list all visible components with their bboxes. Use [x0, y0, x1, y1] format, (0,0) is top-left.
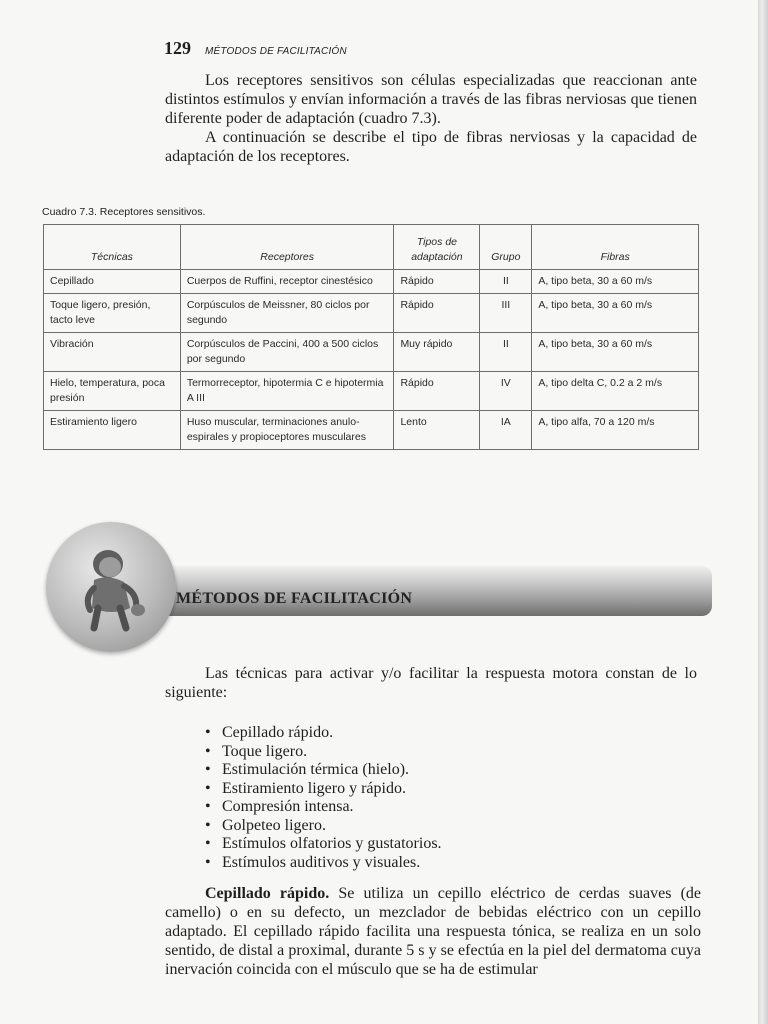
section-title: MÉTODOS DE FACILITACIÓN: [176, 590, 413, 607]
cell-tecnica: Estiramiento ligero: [44, 411, 181, 450]
cell-receptor: Termorreceptor, hipotermia C e hipotermia A III: [180, 372, 394, 411]
page-header: [164, 38, 347, 59]
list-item: • Golpeteo ligero.: [205, 817, 442, 836]
cell-adaptacion: Rápido: [394, 372, 480, 411]
cell-receptor: Corpúsculos de Paccini, 400 a 500 ciclos por segundo: [180, 333, 394, 372]
cell-tecnica: Vibración: [44, 333, 181, 372]
receptors-table: [43, 224, 699, 450]
table-row: [44, 372, 699, 411]
cepillado-term: Cepillado rápido.: [205, 885, 330, 902]
table-row: [44, 411, 699, 450]
list-item: • Cepillado rápido.: [205, 724, 442, 743]
list-item: • Estímulos olfatorios y gustatorios.: [205, 835, 442, 854]
cell-adaptacion: Lento: [394, 411, 480, 450]
cell-receptor: Corpúsculos de Meissner, 80 ciclos por segundo: [180, 294, 394, 333]
table-row: [44, 333, 699, 372]
table-caption-text: Receptores sensitivos.: [99, 206, 206, 218]
table-header-row: [44, 225, 699, 270]
section-banner: [46, 522, 714, 662]
book-spine-edge: [758, 0, 768, 1024]
list-item: • Compresión intensa.: [205, 798, 442, 817]
cepillado-paragraph: [165, 884, 701, 979]
cell-grupo: IA: [480, 411, 532, 450]
cell-receptor: Huso muscular, terminaciones anulo-espirales y propioceptores musculares: [180, 411, 394, 450]
cell-receptor: Cuerpos de Ruffini, receptor cinestésico: [180, 270, 394, 294]
cell-adaptacion: Rápido: [394, 294, 480, 333]
col-header-tecnicas: Técnicas: [44, 225, 181, 270]
col-header-adaptacion: Tipos de adaptación: [394, 225, 480, 270]
col-header-fibras: Fibras: [532, 225, 699, 270]
col-header-grupo: Grupo: [480, 225, 532, 270]
cepillado-text: Se utiliza un cepillo eléctrico de cerdas suaves (de camello) o en su defecto, un mezclador de bebidas eléctrico con un cepillo adaptado. El cepillado rápido facilita una respuesta tónica, se realiza en un solo sentido, de distal a proximal, durante 5 s y se efectúa en la piel del dermatoma cuya inervación coincida con el músculo que se ha de estimular: [165, 885, 702, 978]
cell-tecnica: Toque ligero, presión, tacto leve: [44, 294, 181, 333]
techniques-list: [205, 724, 442, 872]
table-row: [44, 270, 699, 294]
intro-paragraph-2: A continuación se describe el tipo de fibras nerviosas y la capacidad de adaptación de los receptores.: [165, 129, 697, 165]
cell-grupo: III: [480, 294, 532, 333]
child-illustration-icon: [64, 536, 158, 636]
running-title: MÉTODOS DE FACILITACIÓN: [205, 46, 347, 57]
list-item: • Estímulos auditivos y visuales.: [205, 854, 442, 873]
cell-tecnica: Hielo, temperatura, poca presión: [44, 372, 181, 411]
table-row: [44, 294, 699, 333]
list-item: • Estiramiento ligero y rápido.: [205, 780, 442, 799]
cell-grupo: II: [480, 333, 532, 372]
cell-fibras: A, tipo alfa, 70 a 120 m/s: [532, 411, 699, 450]
cell-tecnica: Cepillado: [44, 270, 181, 294]
cell-grupo: II: [480, 270, 532, 294]
table-caption-label: Cuadro 7.3.: [42, 206, 97, 218]
col-header-receptores: Receptores: [180, 225, 394, 270]
cell-adaptacion: Muy rápido: [394, 333, 480, 372]
list-item: • Estimulación térmica (hielo).: [205, 761, 442, 780]
cell-fibras: A, tipo beta, 30 a 60 m/s: [532, 333, 699, 372]
cell-adaptacion: Rápido: [394, 270, 480, 294]
cell-fibras: A, tipo beta, 30 a 60 m/s: [532, 294, 699, 333]
cell-grupo: IV: [480, 372, 532, 411]
body-intro-paragraph: Las técnicas para activar y/o facilitar la respuesta motora constan de lo siguiente:: [165, 665, 697, 701]
cell-fibras: A, tipo delta C, 0.2 a 2 m/s: [532, 372, 699, 411]
page-number: 129: [164, 38, 191, 58]
banner-medallion: [46, 522, 176, 652]
intro-paragraph-1: Los receptores sensitivos son células especializadas que reaccionan ante distintos estímulos y envían información a través de las fibras nerviosas que tienen diferente poder de adaptación (cuadro 7.3).: [165, 72, 697, 127]
cell-fibras: A, tipo beta, 30 a 60 m/s: [532, 270, 699, 294]
table-caption: [42, 206, 205, 218]
list-item: • Toque ligero.: [205, 743, 442, 762]
